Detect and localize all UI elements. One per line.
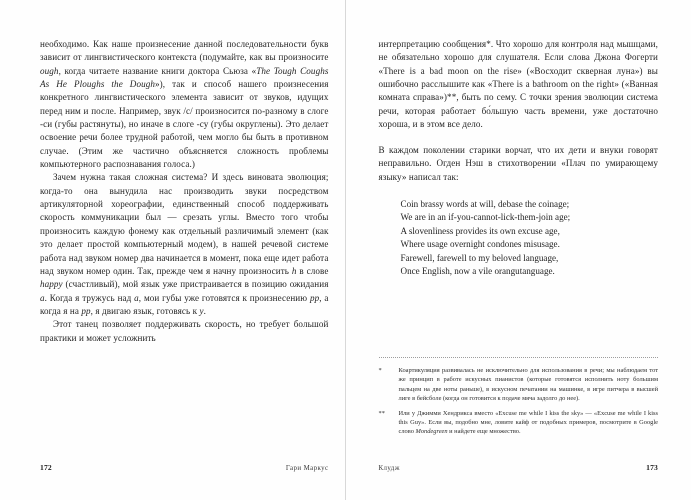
italic-term: ough xyxy=(40,65,59,76)
running-head-author: Гари Маркус xyxy=(285,465,329,472)
footnote-text: Или у Джимми Хендрикса вместо «Excuse me while I kiss the sky» — «Excuse me while I kiss this Guy». Если вы, подобно мне, ловите кайф от подобных примеров, посмотрите в Google слово Mondegreen и найдете еще множество. xyxy=(398,409,658,435)
paragraph: необходимо. Как наше произнесение данной последовательности букв зависит от лингвистического контекста (подумайте, как вы произносите ough, когда читаете название книги доктора Сьюза «The Tough Coughs As He Ploughs the Dough»), так и способ нашего произнесения конкретного лингвистического элемента зависит от звуков, идущих перед ним и после. Например, звук /с/ произносится по-разному в слоге -си (губы растянуты), но иначе в слоге -су (губы округлены). Это делает освоение речи более трудной работой, чем могло бы быть в противном случае. (Этим же частично объясняется сложность проблемы компьютерного распознавания голоса.) xyxy=(40,39,329,170)
italic-term: h xyxy=(291,265,297,276)
right-page-footer xyxy=(346,463,691,472)
poem-line: Farewell, farewell to my beloved language, xyxy=(400,252,559,263)
italic-term: pp xyxy=(81,305,91,316)
page-number: 173 xyxy=(646,463,658,472)
poem-line: Where usage overnight condones misusage. xyxy=(400,239,560,250)
paragraph: интерпретацию сообщения*. Что хорошо для контроля над мышцами, не обязательно хорошо для слушателя. Если слова Джона Фогерти «There is a bad moon on the rise» («Восходит скверная луна») вы ошибочно расслышите как «There is a bathroom on the right» («Ванная комната справа»)**, быть по сему. С точки зрения эволюции система речи, которая работает бо́льшую часть времени, уже достаточно хороша, и в этом все дело. xyxy=(378,39,658,130)
footnote-separator xyxy=(379,357,659,359)
footnote xyxy=(379,409,659,436)
page-number: 172 xyxy=(40,463,52,472)
italic-term: y xyxy=(199,305,204,316)
italic-term: a xyxy=(40,292,45,303)
italic-term: pp xyxy=(309,292,320,303)
poem-line: A slovenliness provides its own excuse age, xyxy=(400,225,560,236)
poem-line: We are in an if-you-cannot-lick-them-join age; xyxy=(400,212,571,223)
footnote-marker: * xyxy=(378,367,382,375)
italic-title: The Tough Coughs As He Ploughs the Dough xyxy=(40,65,329,90)
poem-block xyxy=(401,198,659,278)
footnote-area xyxy=(379,357,659,442)
running-head-title: Клудж xyxy=(378,465,400,472)
italic-term: a xyxy=(134,292,139,303)
poem-line: Coin brassy words at will, debase the coinage; xyxy=(400,198,570,209)
footnote xyxy=(379,366,659,402)
footnote-text: Коартикуляция развивалась не исключительно для использования в речи; мы наблюдаем тот же принцип в работе искусных пианистов (которые готовятся исполнить ноту большим пальцем на две ноты раньше), в искусном печатании на машинке, в игре питчера в высшей лиге в бейсболе (когда он готовится к подаче мяча задолго до нее). xyxy=(398,367,658,402)
right-page-body xyxy=(379,38,659,184)
italic-term: Mondegreen xyxy=(415,427,448,435)
paragraph: Этот танец позволяет поддерживать скорость, но требует большой практики и может усложнить xyxy=(40,319,329,343)
paragraph: В каждом поколении старики ворчат, что их дети и внуки говорят неправильно. Огден Нэш в стихотворении «Плач по умирающему языку» написал так: xyxy=(378,144,658,182)
left-page-footer xyxy=(0,463,346,472)
poem-line: Once English, now a vile orangutanguage. xyxy=(400,265,555,276)
paragraph: Зачем нужна такая сложная система? И здесь виновата эволюция; когда-то она вынудила нас производить звуки посредством артикуляторной хореографии, единственный способ поддерживать скорость коммуникации был — срезать углы. Вместо того чтобы произносить каждую фонему как отдельный различимый элемент (как это делает простой компьютерный модем), в нашей речевой системе работа над звуком номер два начинается в момент, пока еще идет работа над звуком номер один. Так, прежде чем я начну произносить h в слове happy (счастливый), мой язык уже пристраивается в позицию ожидания a. Когда я тружусь над a, мои губы уже готовятся к произнесению pp, а когда я на pp, я двигаю язык, готовясь к y. xyxy=(40,172,329,316)
left-page-body xyxy=(40,38,329,345)
italic-term: happy xyxy=(40,279,63,290)
right-page xyxy=(346,0,691,500)
footnote-marker: ** xyxy=(378,409,385,417)
